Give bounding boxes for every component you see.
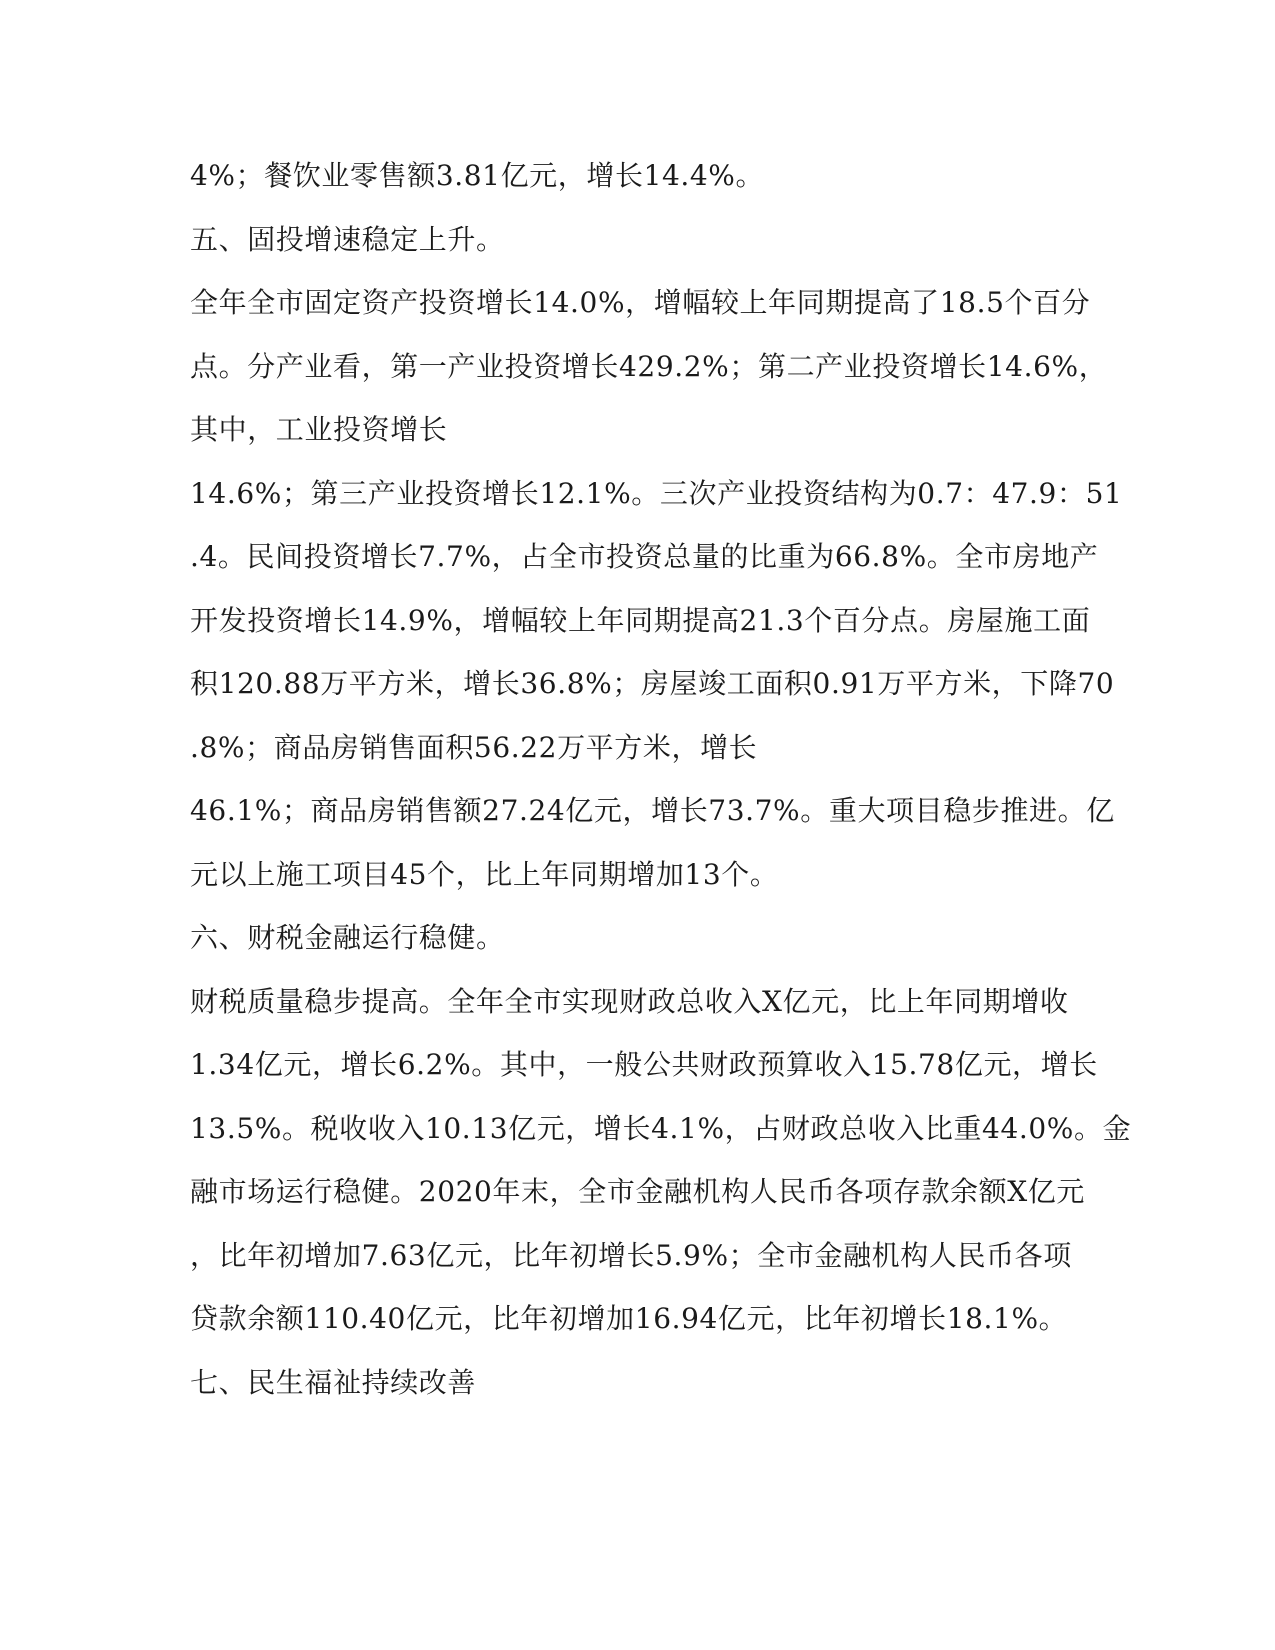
text-line: 46.1%；商品房销售额27.24亿元，增长73.7%。重大项目稳步推进。亿 (190, 794, 1115, 827)
text-line: 4%；餐饮业零售额3.81亿元，增长14.4%。 (190, 159, 765, 192)
text-line: 贷款余额110.40亿元，比年初增加16.94亿元，比年初增长18.1%。 (190, 1302, 1068, 1335)
section-heading: 七、民生福祉持续改善 (190, 1365, 477, 1399)
text-line: .8%；商品房销售面积56.22万平方米，增长 (190, 730, 758, 764)
text-line: 其中，工业投资增长 (190, 413, 448, 446)
text-line: 全年全市固定资产投资增长14.0%，增幅较上年同期提高了18.5个百分 (190, 286, 1091, 319)
text-line: 13.5%。税收收入10.13亿元，增长4.1%，占财政总收入比重44.0%。金 (190, 1111, 1132, 1145)
text-line: 积120.88万平方米，增长36.8%；房屋竣工面积0.91万平方米，下降70 (190, 667, 1115, 700)
section-heading: 六、财税金融运行稳健。 (190, 921, 505, 954)
text-line: 财税质量稳步提高。全年全市实现财政总收入X亿元，比上年同期增收 (190, 984, 1069, 1018)
text-line: ，比年初增加7.63亿元，比年初增长5.9%；全市金融机构人民币各项 (190, 1238, 1072, 1272)
text-line: .4。民间投资增长7.7%，占全市投资总量的比重为66.8%。全市房地产 (190, 540, 1099, 573)
text-line: 融市场运行稳健。2020年末，全市金融机构人民币各项存款余额X亿元 (190, 1175, 1085, 1208)
text-line: 点。分产业看，第一产业投资增长429.2%；第二产业投资增长14.6%， (190, 349, 1108, 383)
text-line: 14.6%；第三产业投资增长12.1%。三次产业投资结构为0.7：47.9：51 (190, 476, 1123, 510)
text-line: 开发投资增长14.9%，增幅较上年同期提高21.3个百分点。房屋施工面 (190, 603, 1091, 637)
text-line: 元以上施工项目45个，比上年同期增加13个。 (190, 857, 779, 891)
document-body (190, 156, 1132, 1426)
section-heading: 五、固投增速稳定上升。 (190, 222, 505, 256)
text-line: 1.34亿元，增长6.2%。其中，一般公共财政预算收入15.78亿元，增长 (190, 1048, 1098, 1081)
